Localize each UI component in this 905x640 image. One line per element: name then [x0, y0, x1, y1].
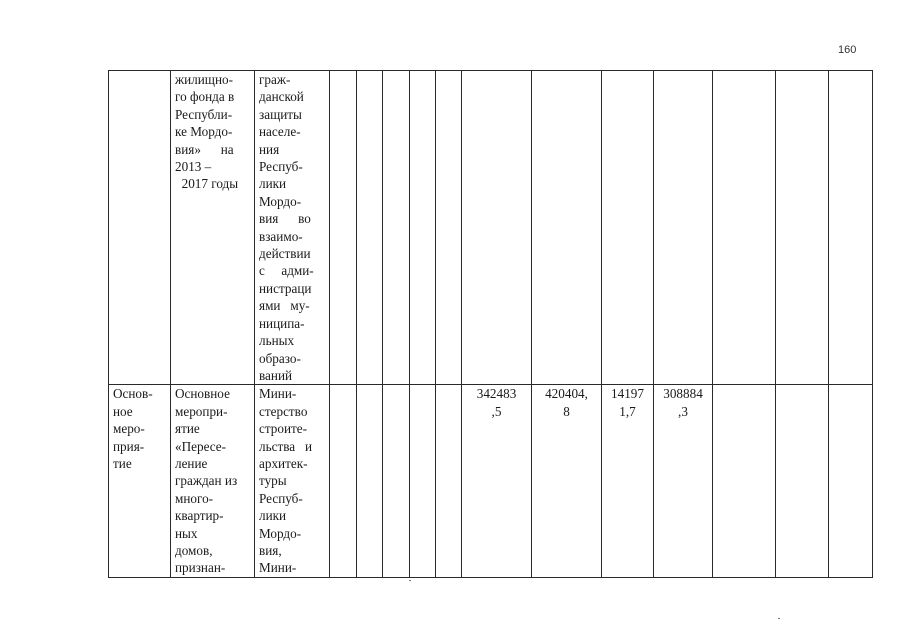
- row2-value-cell: [829, 385, 873, 577]
- row1-value-cell: [602, 71, 654, 385]
- page-number: 160: [838, 44, 857, 56]
- row2-value-cell: [330, 385, 357, 577]
- row1-value-cell: [383, 71, 410, 385]
- row2-value-cell: [383, 385, 410, 577]
- row1-value-cell: [330, 71, 357, 385]
- row1-value-cell: [462, 71, 532, 385]
- row2-value-cell: [713, 385, 776, 577]
- table-row: [109, 385, 873, 577]
- row2-name-cell: Основное меропри- ятие «Пересе- ление граждан из много- квартир- ных домов, признан-: [171, 385, 255, 577]
- row1-value-cell: [532, 71, 602, 385]
- row2-value-cell: [357, 385, 383, 577]
- row2-executor-cell: Мини- стерство строите- льства и архитек- туры Респуб- лики Мордо- вия, Мини-: [255, 385, 330, 577]
- row1-value-cell: [410, 71, 436, 385]
- scan-speck: [409, 580, 411, 581]
- scan-speck: [778, 618, 780, 619]
- row1-value-cell: [713, 71, 776, 385]
- row2-amount-cell: 342483 ,5: [462, 385, 532, 577]
- row1-value-cell: [829, 71, 873, 385]
- row1-executor-cell: граж- данской защиты населе- ния Респуб- лики Мордо- вия во взаимо- действии с адми- нистраци ями му- ниципа- льных образо- ваний: [255, 71, 330, 385]
- row2-amount-cell: 308884 ,3: [654, 385, 713, 577]
- table-row: [109, 71, 873, 385]
- row1-value-cell: [436, 71, 462, 385]
- program-table: [108, 70, 873, 578]
- row1-value-cell: [776, 71, 829, 385]
- row2-amount-cell: 420404, 8: [532, 385, 602, 577]
- row2-value-cell: [436, 385, 462, 577]
- row2-value-cell: [410, 385, 436, 577]
- row1-type-cell: [109, 71, 171, 385]
- row2-amount-cell: 14197 1,7: [602, 385, 654, 577]
- row2-value-cell: [776, 385, 829, 577]
- row1-value-cell: [654, 71, 713, 385]
- row1-value-cell: [357, 71, 383, 385]
- row1-name-cell: жилищно- го фонда в Республи- ке Мордо- вия» на 2013 – 2017 годы: [171, 71, 255, 385]
- row2-type-cell: Основ- ное меро- прия- тие: [109, 385, 171, 577]
